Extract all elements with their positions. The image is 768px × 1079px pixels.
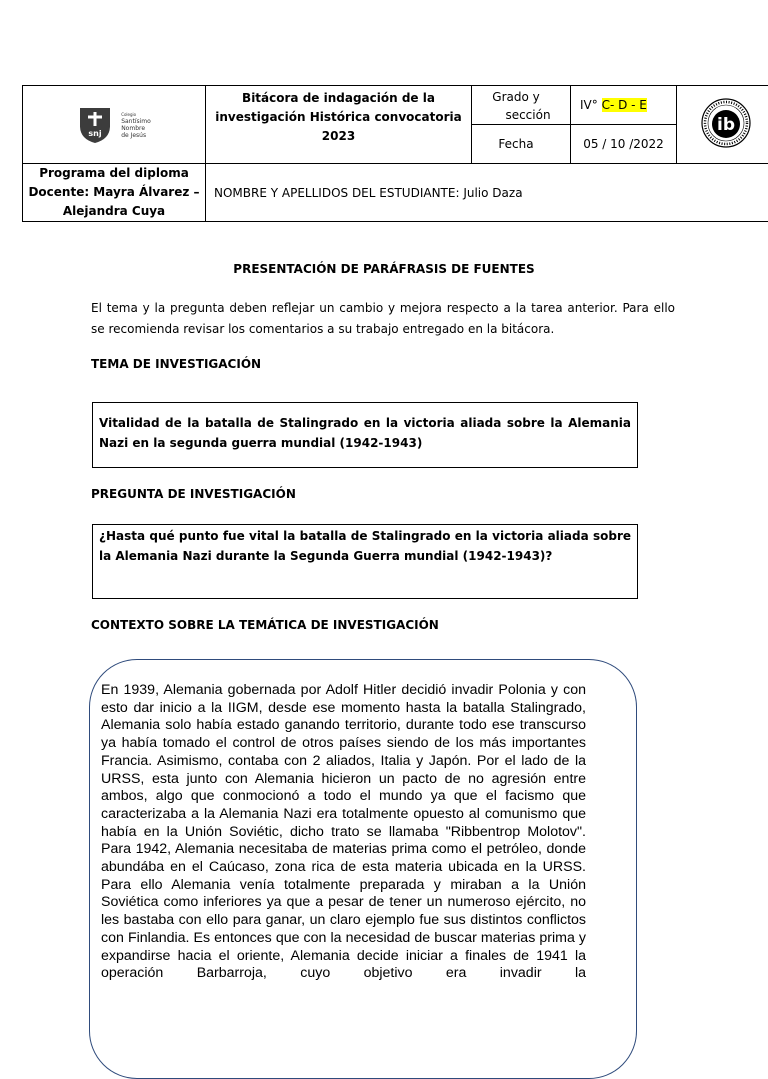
question-box: ¿Hasta qué punto fue vital la batalla de Stalingrado en la victoria aliada sobre la Alemania Nazi durante la Segunda Guerra mundial (1942-1943)?	[92, 524, 638, 599]
question-heading: PREGUNTA DE INVESTIGACIÓN	[91, 487, 296, 501]
program-info: Programa del diploma Docente: Mayra Álvarez – Alejandra Cuya	[23, 164, 206, 222]
school-name: Colegio Santísimo Nombre de Jesús	[121, 111, 151, 139]
school-logo-cell	[23, 86, 206, 164]
date-label: Fecha	[472, 125, 571, 164]
context-heading: CONTEXTO SOBRE LA TEMÁTICA DE INVESTIGACIÓN	[91, 618, 439, 632]
topic-box: Vitalidad de la batalla de Stalingrado en la victoria aliada sobre la Alemania Nazi en la segunda guerra mundial (1942-1943)	[92, 402, 638, 468]
grade-sections-highlight: C- D - E	[602, 98, 647, 112]
svg-text:snj: snj	[89, 129, 102, 138]
ib-logo-cell	[677, 86, 768, 164]
grade-value: IV° C- D - E	[571, 86, 677, 125]
school-logo	[23, 106, 205, 144]
date-value: 05 / 10 /2022	[571, 125, 677, 164]
grade-label: Grado y sección	[472, 86, 571, 125]
header-table	[22, 85, 768, 222]
document-title: Bitácora de indagación de la investigación Histórica convocatoria 2023	[206, 86, 472, 164]
intro-paragraph: El tema y la pregunta deben reflejar un cambio y mejora respecto a la tarea anterior. Para ello se recomienda revisar los comentarios a su trabajo entregado en la bitácora.	[91, 298, 675, 340]
svg-text:ib: ib	[717, 115, 735, 135]
school-crest-icon	[77, 106, 113, 144]
section-title: PRESENTACIÓN DE PARÁFRASIS DE FUENTES	[0, 262, 768, 276]
student-name-row	[206, 164, 768, 222]
student-name: Julio Daza	[463, 186, 522, 200]
context-text: En 1939, Alemania gobernada por Adolf Hitler decidió invadir Polonia y con esto dar inicio a la IIGM, desde ese momento hasta la batalla Stalingrado, Alemania solo había estado ganando territorio, durante todo ese transcurso ya había tomado el control de otros países siendo de los más importantes Francia. Asimismo, contaba con 2 aliados, Italia y Japón. Por el lado de la URSS, esta junto con Alemania hicieron un pacto de no agresión entre ambos, algo que conmocionó a todo el mundo ya que el facismo que caracterizaba a la Alemania Nazi era totalmente opuesto al comunismo que había en la Unión Soviétic, dicho trato se llamaba "Ribbentrop Molotov". Para 1942, Alemania necesitaba de materias prima como el petróleo, donde abundába en el Caúcaso, zona rica de esta materia ubicada en la URSS. Para ello Alemania venía totalmente preparada y miraban a la Unión Soviética como inferiores ya que a pesar de tener un numeroso ejército, no les bastaba con ello para ganar, un claro ejemplo fue sus distintos conflictos con Finlandia. Es entonces que con la necesidad de buscar materias prima y expandirse hacia el oriente, Alemania decide iniciar a finales de 1941 la operación Barbarroja, cuyo objetivo era invadir la	[101, 682, 586, 983]
topic-heading: TEMA DE INVESTIGACIÓN	[91, 357, 261, 371]
ib-logo-icon	[700, 97, 752, 149]
student-label: NOMBRE Y APELLIDOS DEL ESTUDIANTE:	[214, 186, 460, 200]
